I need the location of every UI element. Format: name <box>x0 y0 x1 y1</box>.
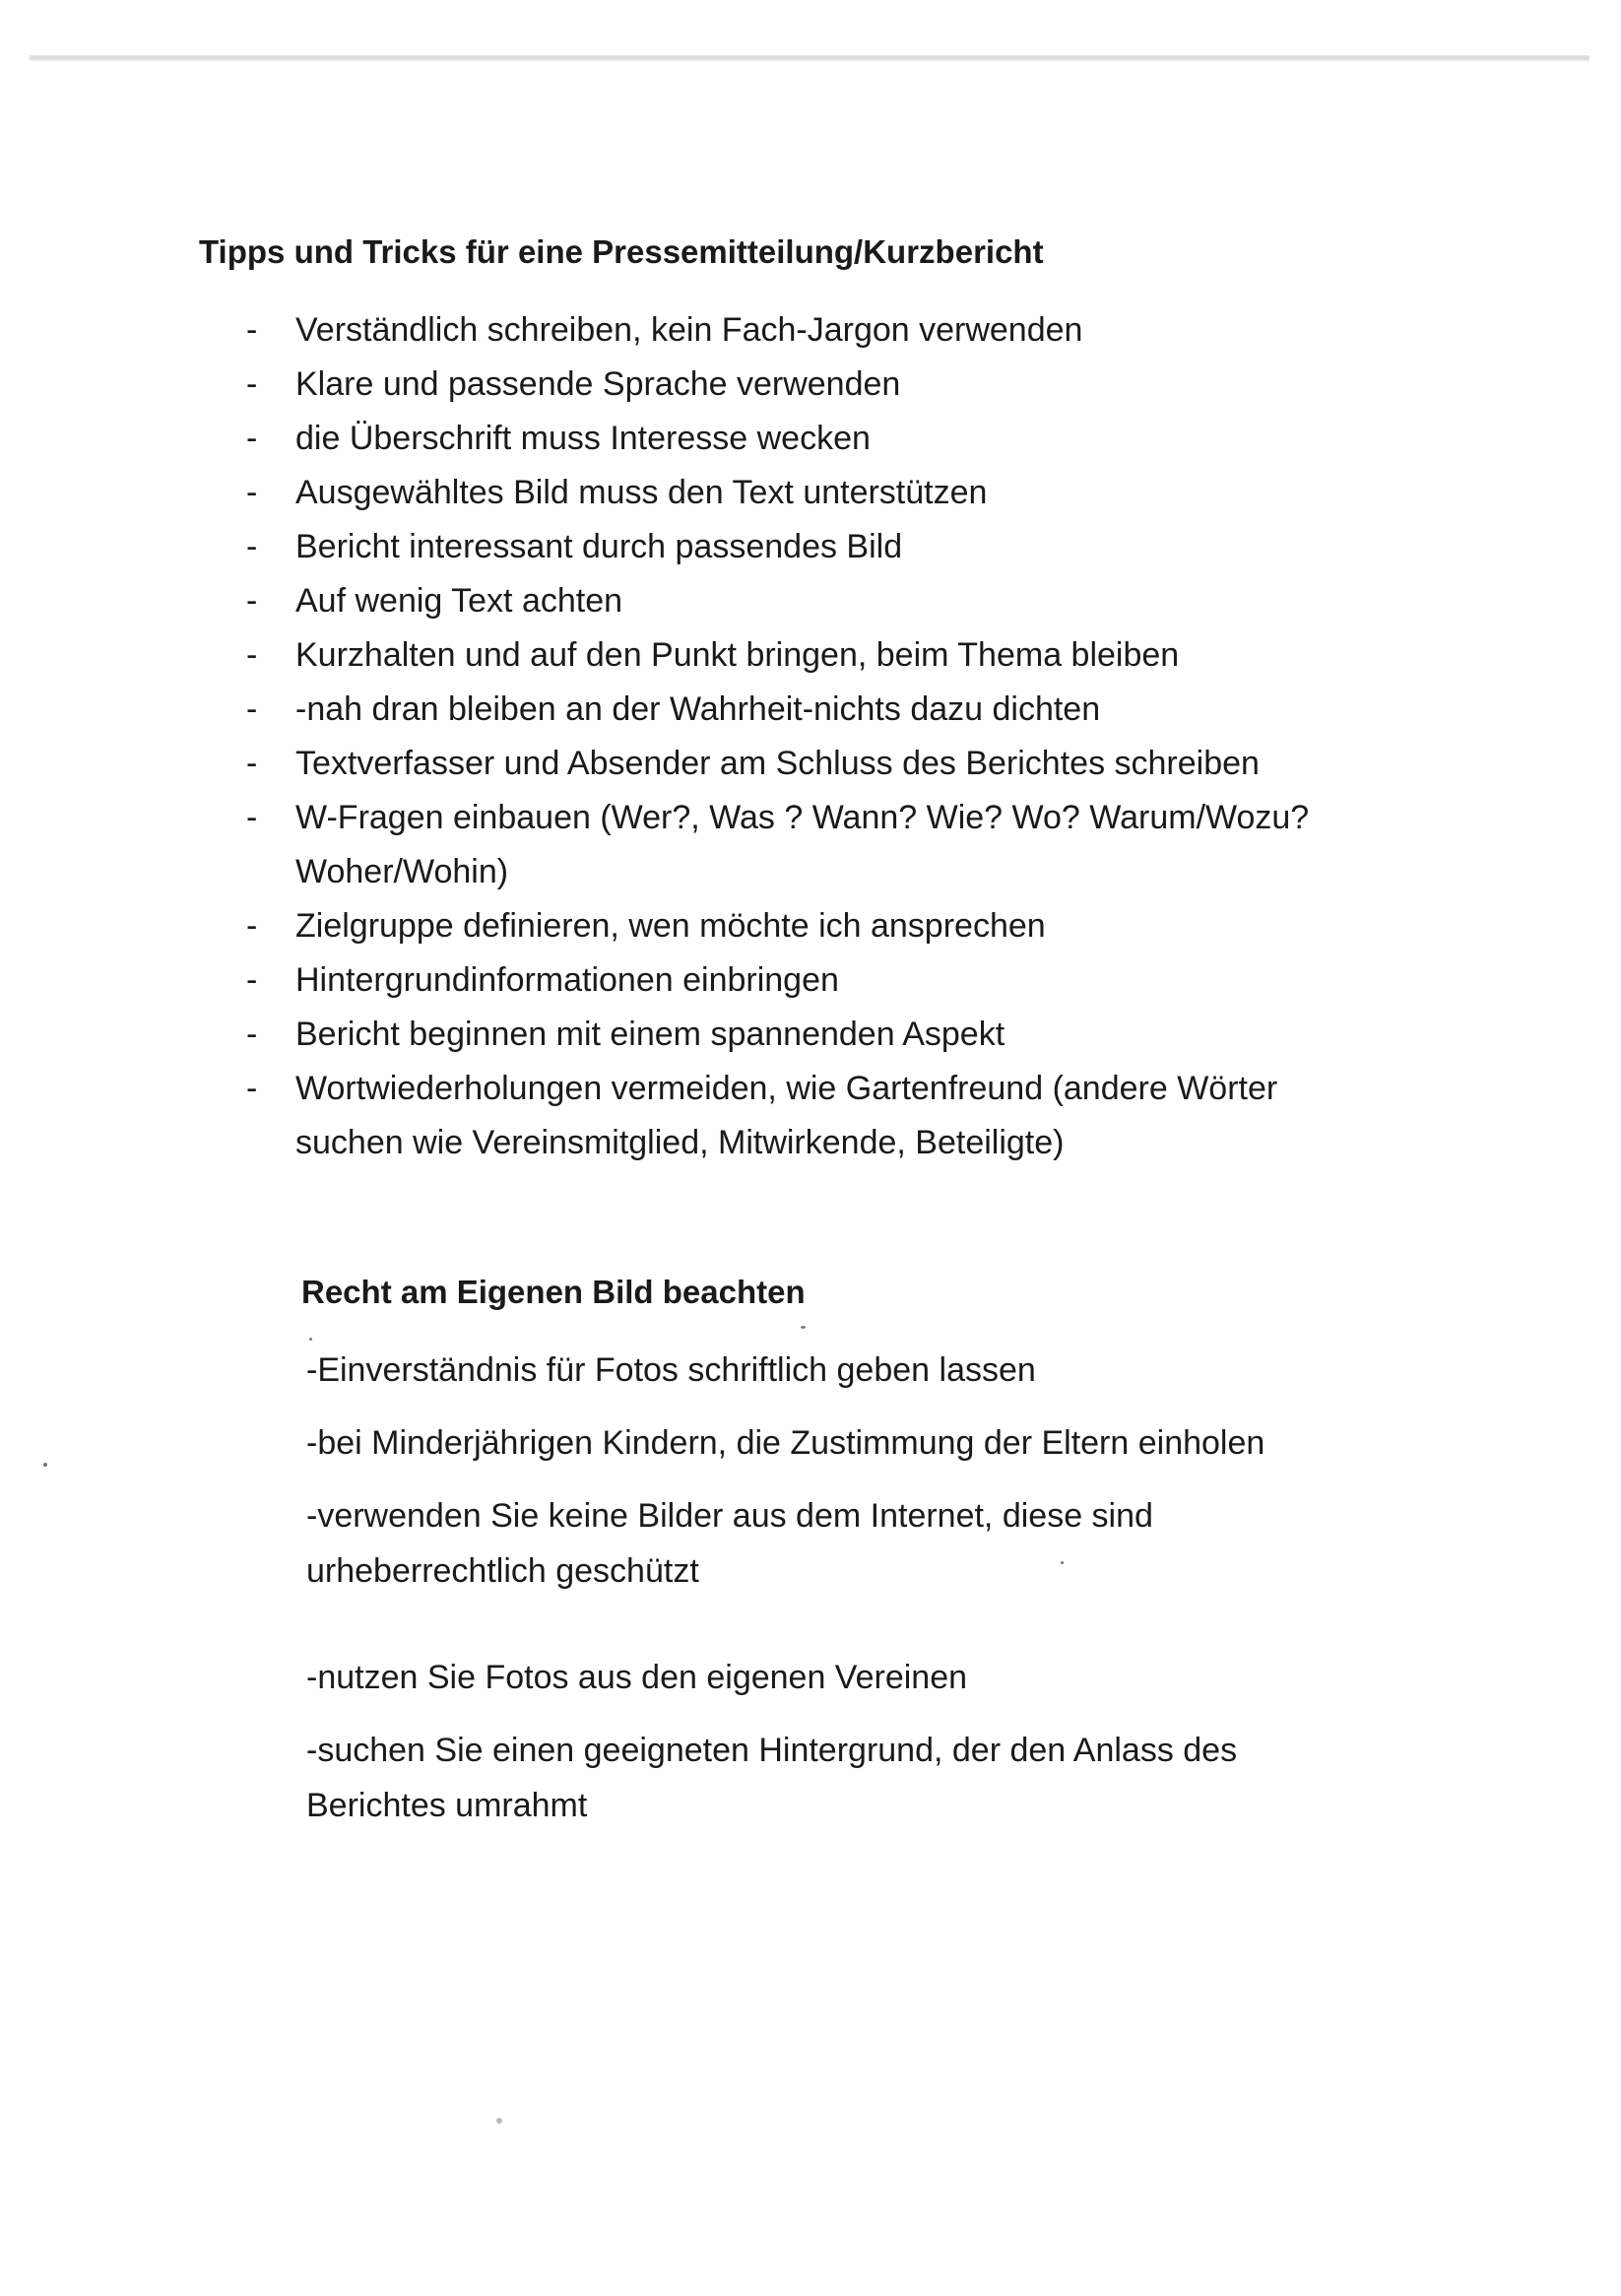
tip-text-line-2: Woher/Wohin) <box>295 853 509 890</box>
rights-item-line-1: -suchen Sie einen geeigneten Hintergrund, der den Anlass des <box>306 1732 1238 1769</box>
rights-item: -nutzen Sie Fotos aus den eigenen Vereinen <box>306 1659 968 1696</box>
tip-text: Verständlich schreiben, kein Fach-Jargon verwenden <box>295 311 1083 349</box>
tip-item <box>0 683 1309 737</box>
tip-item <box>0 520 1309 574</box>
tip-text: Ausgewähltes Bild muss den Text unterstützen <box>295 474 988 511</box>
tip-item <box>0 737 1309 791</box>
tip-text-line-1: Wortwiederholungen vermeiden, wie Gartenfreund (andere Wörter <box>295 1070 1278 1107</box>
tip-text: -nah dran bleiben an der Wahrheit-nichts dazu dichten <box>295 690 1101 728</box>
bullet-dash: - <box>246 528 258 565</box>
bullet-dash: - <box>246 420 258 457</box>
tip-text: Bericht beginnen mit einem spannenden Aspekt <box>295 1016 1005 1053</box>
bullet-dash: - <box>246 745 258 782</box>
rights-item-line-2: Berichtes umrahmt <box>306 1787 588 1824</box>
tip-text-line-2: suchen wie Vereinsmitglied, Mitwirkende, Beteiligte) <box>295 1124 1065 1161</box>
tip-text: Hintergrundinformationen einbringen <box>295 961 839 999</box>
tip-text-line-1: W-Fragen einbauen (Wer?, Was ? Wann? Wie? Wo? Warum/Wozu? <box>295 799 1310 836</box>
tip-item <box>0 466 1309 520</box>
bullet-dash: - <box>246 636 258 674</box>
bullet-dash: - <box>246 1016 258 1053</box>
bullet-dash: - <box>246 582 258 620</box>
tip-text: Zielgruppe definieren, wen möchte ich ansprechen <box>295 907 1046 945</box>
tip-text: Auf wenig Text achten <box>295 582 623 620</box>
tip-item <box>0 574 1309 628</box>
bullet-dash: - <box>246 365 258 403</box>
tip-text: Klare und passende Sprache verwenden <box>295 365 901 403</box>
bullet-dash: - <box>246 799 258 836</box>
rights-item-line-2: urheberrechtlich geschützt <box>306 1552 699 1590</box>
tip-text: Kurzhalten und auf den Punkt bringen, beim Thema bleiben <box>295 636 1180 674</box>
tip-item <box>0 303 1309 358</box>
rights-item: -bei Minderjährigen Kindern, die Zustimmung der Eltern einholen <box>306 1424 1265 1462</box>
bullet-dash: - <box>246 907 258 945</box>
rights-item: -Einverständnis für Fotos schriftlich geben lassen <box>306 1351 1036 1389</box>
scan-speck <box>309 1338 312 1341</box>
tip-item <box>0 412 1309 466</box>
bullet-dash: - <box>246 961 258 999</box>
tip-item <box>0 791 1309 899</box>
image-rights-heading: Recht am Eigenen Bild beachten <box>301 1274 806 1310</box>
tip-text: Bericht interessant durch passendes Bild <box>295 528 903 565</box>
tip-item <box>0 1008 1309 1062</box>
scan-speck <box>801 1326 806 1329</box>
image-rights-list <box>306 1343 1264 1851</box>
tip-item <box>0 1062 1309 1170</box>
tip-item <box>0 628 1309 683</box>
tip-item <box>0 358 1309 412</box>
tip-item <box>0 953 1309 1008</box>
bullet-dash: - <box>246 311 258 349</box>
bullet-dash: - <box>246 1070 258 1107</box>
bullet-dash: - <box>246 690 258 728</box>
tips-heading: Tipps und Tricks für eine Pressemitteilung/Kurzbericht <box>199 233 1044 270</box>
scan-edge-line <box>30 55 1589 61</box>
tip-item <box>0 899 1309 953</box>
rights-item <box>306 1488 1264 1599</box>
scan-speck <box>496 2118 502 2124</box>
tips-list <box>0 303 1309 1170</box>
tip-text: Textverfasser und Absender am Schluss des Berichtes schreiben <box>295 745 1260 782</box>
rights-item-line-1: -verwenden Sie keine Bilder aus dem Internet, diese sind <box>306 1497 1153 1535</box>
tip-text: die Überschrift muss Interesse wecken <box>295 420 871 457</box>
scan-speck <box>43 1463 47 1467</box>
bullet-dash: - <box>246 474 258 511</box>
rights-item <box>306 1723 1264 1833</box>
